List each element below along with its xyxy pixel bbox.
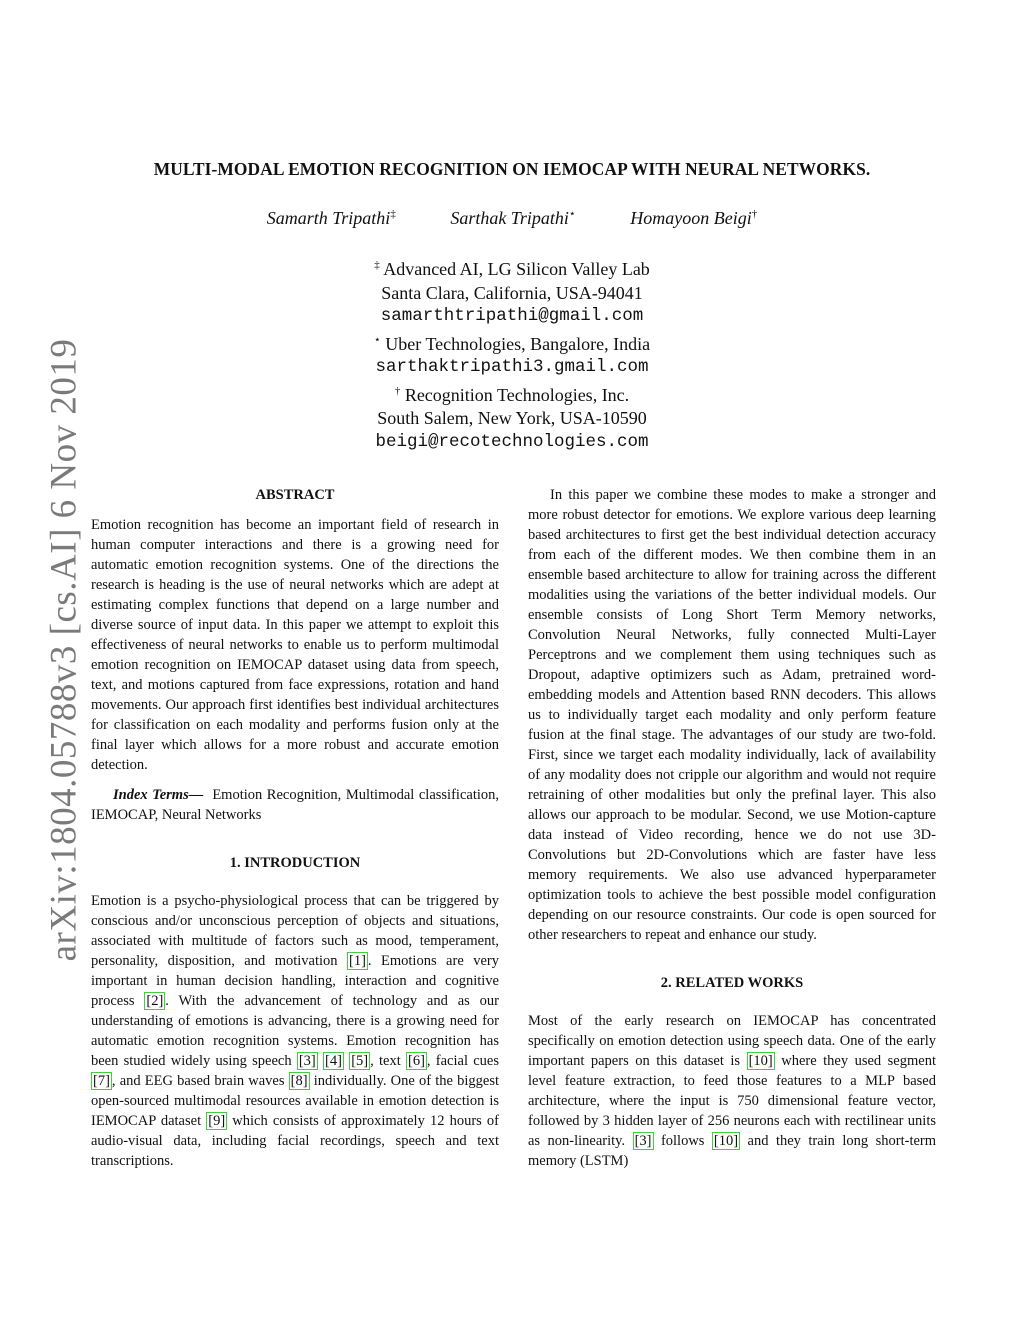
email: samarthtripathi@gmail.com (380, 306, 644, 326)
related-works-paragraph: Most of the early research on IEMOCAP has concentrated specifically on emotion detection using speech data. One of the early important papers on this dataset is [10] where they used segment level feature extraction, to feed those features to a MLP based architecture, where the input is 750 dimensional feature vector, followed by 3 hidden layer of 256 neurons each with rectilinear units as non-linearity. [3] follows [10] and they train long short-term memory (LSTM) (528, 1013, 937, 1169)
index-terms: Index Terms— Emotion Recognition, Multimodal classification, IEMOCAP, Neural Networks (91, 787, 499, 823)
citation-link[interactable]: [8] (290, 1073, 308, 1089)
affiliation-lab: ‡ Advanced AI, LG Silicon Valley Lab (374, 259, 650, 279)
citation-link[interactable]: [3] (634, 1133, 652, 1149)
affiliations (290, 254, 734, 454)
left-column (91, 485, 499, 1171)
abstract-heading: ABSTRACT (255, 487, 335, 503)
author: Sarthak Tripathi⋆ (450, 208, 576, 228)
affiliation-recognition-address: South Salem, New York, USA-10590 (377, 408, 647, 428)
email: beigi@recotechnologies.com (375, 431, 649, 452)
author-list (90, 207, 934, 229)
citation-link[interactable]: [6] (407, 1053, 425, 1069)
email: sarthaktripathi3.gmail.com (375, 357, 649, 377)
abstract-text: Emotion recognition has become an important field of research in human computer interactions and there is a growing need for automatic emotion recognition systems. One of the directions the research is heading is the use of neural networks which are adept at estimating complex functions that depend on a large number and diverse source of input data. In this paper we attempt to exploit this effectiveness of neural networks to enable us to perform multimodal emotion recognition on IEMOCAP dataset using data from speech, text, and motions captured from face expressions, rotation and hand movements. Our approach first identifies best individual architectures for classification on each modality and performs fusion only at the final layer which allows for a more robust and accurate emotion detection. (91, 517, 499, 773)
citation-link[interactable]: [10] (748, 1053, 773, 1069)
author: Homayoon Beigi† (630, 208, 758, 228)
author: Samarth Tripathi‡ (266, 208, 396, 228)
introduction-paragraph-2: In this paper we combine these modes to make a stronger and more robust detector for emotions. We explore various deep learning based architectures to first get the best individual detection accuracy from each of the different modes. We then combine them in an ensemble based architecture to allow for training across the different modalities using the variations of the better individual models. Our ensemble consists of Long Short Term Memory networks, Convolution Neural Networks, fully connected Multi-Layer Perceptrons and we complement them using techniques such as Dropout, adaptive optimizers such as Adam, pretrained word-embedding models and Attention based RNN decoders. This allows us to individually target each modality and only perform feature fusion at the final stage. The advantages of our study are two-fold. First, since we target each modality individually, lack of availability of any modality does not cripple our algorithm and would not require retraining of other modalities but only the prefinal layer. This also allows our approach to be modular. Second, we use Motion-capture data instead of Video recording, hence we do not use 3D-Convolutions but 2D-Convolutions which are faster have less memory requirements. We also use advanced hyperparameter optimization tools to achieve the best possible model configuration depending on our resource constraints. Our code is open sourced for other researchers to repeat and enhance our study. (528, 487, 936, 943)
related-works-heading: 2. RELATED WORKS (660, 975, 804, 991)
affiliation-uber: ⋆ Uber Technologies, Bangalore, India (373, 333, 651, 354)
affiliation-lab-address: Santa Clara, California, USA-94041 (381, 282, 643, 303)
citation-link[interactable]: [5] (351, 1053, 369, 1069)
citation-link[interactable]: [9] (208, 1113, 226, 1129)
paper-title: MULTI-MODAL EMOTION RECOGNITION ON IEMOCAP WITH NEURAL NETWORKS. (153, 159, 871, 179)
right-column (528, 485, 936, 1171)
citation-link[interactable]: [1] (349, 953, 366, 969)
introduction-paragraph: Emotion is a psycho-physiological process that can be triggered by conscious and/or unconscious perception of objects and situations, associated with multitude of factors such as mood, temperament, personality, disposition, and motivation [1] . Emotions are very important in human decision handling, interaction and cognitive process [2] . With the advancement of technology and as our understanding of emotions is advancing, there is a growing need for automatic emotion recognition systems. Emotion recognition has been studied widely using speech [3] [4] [5] , text [6] , facial cues [7] , and EEG based brain waves [8] individually. One of the biggest open-sourced multimodal resources available in emotion detection is IEMOCAP dataset [9] which consists of approximately 12 hours of audio-visual data, including facial recordings, speech and text transcriptions. (91, 893, 499, 1169)
arxiv-stamp: arXiv:1804.05788v3 [cs.AI] 6 Nov 2019 (43, 338, 85, 962)
citation-link[interactable]: [10] (713, 1133, 739, 1149)
affiliation-recognition: † Recognition Technologies, Inc. (394, 384, 630, 405)
citation-link[interactable]: [3] (298, 1053, 316, 1069)
citation-link[interactable]: [4] (325, 1053, 342, 1069)
citation-link[interactable]: [7] (93, 1073, 110, 1089)
introduction-heading: 1. INTRODUCTION (229, 855, 361, 871)
citation-link[interactable]: [2] (146, 993, 164, 1009)
